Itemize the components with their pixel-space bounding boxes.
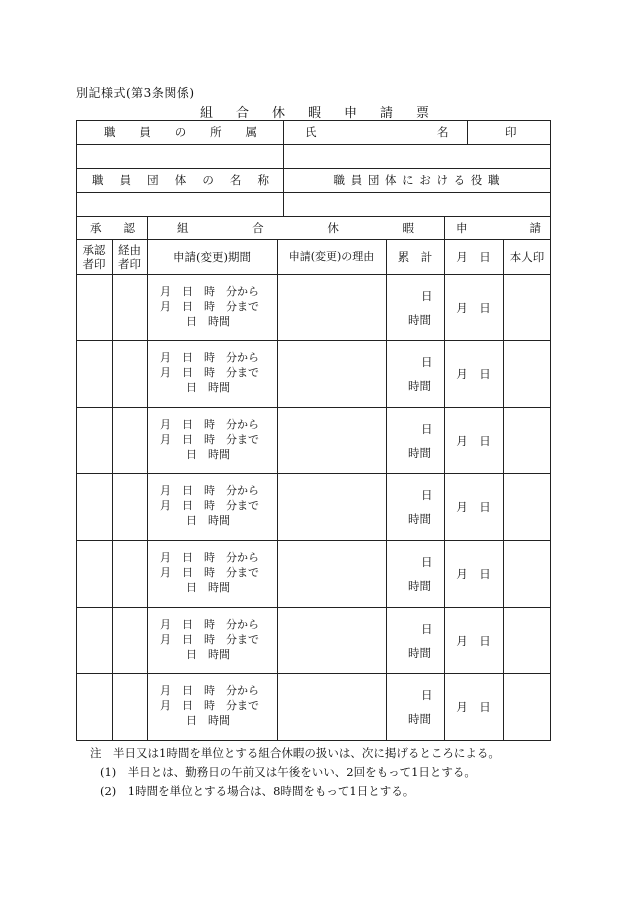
via-seal-cell[interactable] — [113, 675, 147, 740]
via-seal-cell[interactable] — [113, 609, 147, 673]
period-to: 月 日 時 分まで — [160, 366, 259, 379]
apply-date[interactable]: 月 日 — [456, 500, 491, 514]
cumulative-hours: 時間 — [408, 512, 431, 526]
own-seal-cell[interactable] — [504, 609, 550, 673]
cumulative-hours: 時間 — [408, 646, 431, 660]
cumulative-hours: 時間 — [408, 579, 431, 593]
period-cell[interactable] — [160, 617, 259, 662]
cumulative-hours: 時間 — [408, 712, 431, 726]
period-cell[interactable] — [160, 483, 259, 528]
col-period: 申請(変更)期間 — [173, 250, 251, 264]
cumulative-day: 日 — [421, 422, 433, 436]
period-to: 月 日 時 分まで — [160, 633, 259, 646]
col-approver-seal: 承認 者印 — [82, 243, 106, 271]
reason-cell[interactable] — [278, 675, 386, 740]
period-from: 月 日 時 分から — [160, 684, 259, 697]
title-char: 請 — [380, 106, 395, 121]
period-total: 日 時間 — [186, 648, 230, 661]
period-cell[interactable] — [160, 417, 259, 462]
apply-date[interactable]: 月 日 — [456, 634, 491, 648]
period-total: 日 時間 — [186, 714, 230, 727]
col-via-seal: 経由 者印 — [118, 243, 141, 271]
notes — [90, 744, 500, 801]
note-item-1: (1) 半日とは、勤務日の午前又は午後をいい、2回をもって1日とする。 — [100, 765, 476, 779]
union-role-label: 職 員 団 体 に お け る 役 職 — [333, 173, 501, 187]
title-char: 暇 — [307, 106, 322, 121]
cumulative-day: 日 — [421, 688, 433, 702]
cumulative-hours: 時間 — [408, 446, 431, 460]
period-from: 月 日 時 分から — [160, 285, 259, 298]
seal-label: 印 — [505, 125, 517, 139]
period-to: 月 日 時 分まで — [160, 300, 259, 313]
reason-cell[interactable] — [278, 276, 386, 340]
col-own-seal: 本人印 — [509, 250, 545, 264]
union-name-label: 職 員 団 体 の 名 称 — [92, 173, 269, 187]
note-main: 注 半日又は1時間を単位とする組合休暇の扱いは、次に掲げるところによる。 — [90, 746, 500, 760]
apply-date[interactable]: 月 日 — [456, 434, 491, 448]
apply-date[interactable]: 月 日 — [456, 700, 491, 714]
cumulative-day: 日 — [421, 622, 433, 636]
name-given-label: 名 — [437, 125, 449, 139]
name-surname-label: 氏 — [305, 125, 317, 139]
section-approval: 承 認 — [90, 221, 135, 235]
period-cell[interactable] — [160, 550, 259, 595]
via-seal-cell[interactable] — [113, 409, 147, 473]
period-total: 日 時間 — [186, 581, 230, 594]
affiliation-label: 職 員 の 所 属 — [104, 125, 257, 139]
cumulative-hours: 時間 — [408, 379, 431, 393]
period-from: 月 日 時 分から — [160, 484, 259, 497]
reason-cell[interactable] — [278, 475, 386, 540]
approver-seal-cell[interactable] — [77, 475, 112, 540]
approver-seal-cell[interactable] — [77, 342, 112, 407]
note-item-2: (2) 1時間を単位とする場合は、8時間をもって1日とする。 — [100, 784, 415, 798]
period-total: 日 時間 — [186, 514, 230, 527]
title-char: 合 — [235, 106, 250, 121]
via-seal-cell[interactable] — [113, 276, 147, 340]
period-to: 月 日 時 分まで — [160, 433, 259, 446]
period-from: 月 日 時 分から — [160, 351, 259, 364]
reason-cell[interactable] — [278, 609, 386, 673]
cumulative-day: 日 — [421, 355, 433, 369]
period-to: 月 日 時 分まで — [160, 699, 259, 712]
reason-cell[interactable] — [278, 409, 386, 473]
own-seal-cell[interactable] — [504, 675, 550, 740]
own-seal-cell[interactable] — [504, 542, 550, 607]
cumulative-day: 日 — [421, 488, 433, 502]
period-cell[interactable] — [160, 284, 259, 329]
col-reason: 申請(変更)の理由 — [288, 250, 375, 263]
col-month-day: 月 日 — [456, 250, 491, 264]
period-from: 月 日 時 分から — [160, 551, 259, 564]
via-seal-cell[interactable] — [113, 475, 147, 540]
title-char: 票 — [416, 106, 431, 121]
period-to: 月 日 時 分まで — [160, 499, 259, 512]
apply-date[interactable]: 月 日 — [456, 567, 491, 581]
approver-seal-cell[interactable] — [77, 409, 112, 473]
reason-cell[interactable] — [278, 342, 386, 407]
apply-date[interactable]: 月 日 — [456, 301, 491, 315]
period-cell[interactable] — [160, 683, 259, 728]
apply-date[interactable]: 月 日 — [456, 367, 491, 381]
cumulative-day: 日 — [421, 555, 433, 569]
page-reference: 別記様式(第3条関係) — [76, 86, 195, 100]
period-total: 日 時間 — [186, 315, 230, 328]
period-from: 月 日 時 分から — [160, 418, 259, 431]
col-cumulative: 累 計 — [397, 250, 433, 264]
cumulative-day: 日 — [421, 289, 433, 303]
title-char: 申 — [344, 106, 359, 121]
own-seal-cell[interactable] — [504, 475, 550, 540]
own-seal-cell[interactable] — [504, 342, 550, 407]
section-apply: 申 請 — [456, 221, 541, 235]
period-from: 月 日 時 分から — [160, 618, 259, 631]
own-seal-cell[interactable] — [504, 276, 550, 340]
title-char: 組 — [199, 106, 214, 121]
approver-seal-cell[interactable] — [77, 609, 112, 673]
period-total: 日 時間 — [186, 448, 230, 461]
approver-seal-cell[interactable] — [77, 675, 112, 740]
section-leave: 組 合 休 暇 — [177, 221, 414, 235]
title-char: 休 — [271, 106, 286, 121]
period-cell[interactable] — [160, 350, 259, 395]
period-total: 日 時間 — [186, 381, 230, 394]
own-seal-cell[interactable] — [504, 409, 550, 473]
via-seal-cell[interactable] — [113, 542, 147, 607]
approver-seal-cell[interactable] — [77, 542, 112, 607]
cumulative-hours: 時間 — [408, 313, 431, 327]
period-to: 月 日 時 分まで — [160, 566, 259, 579]
reason-cell[interactable] — [278, 542, 386, 607]
approver-seal-cell[interactable] — [77, 276, 112, 340]
via-seal-cell[interactable] — [113, 342, 147, 407]
